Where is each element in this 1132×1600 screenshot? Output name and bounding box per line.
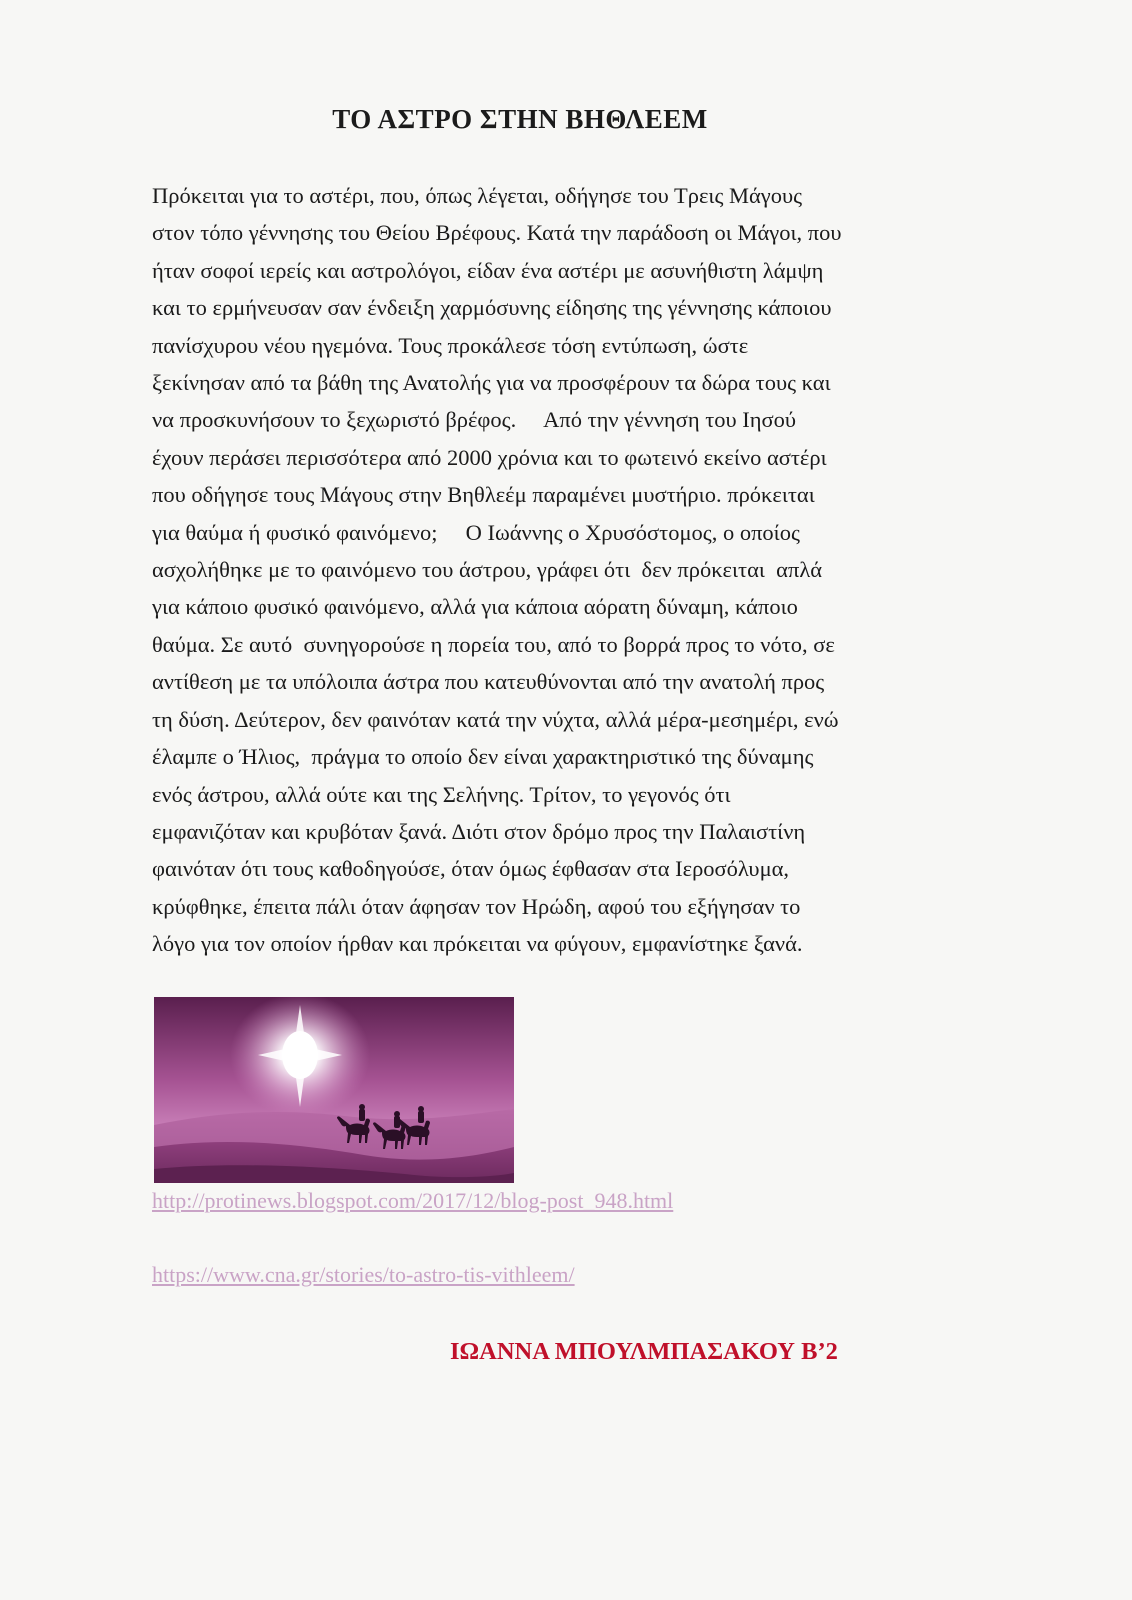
paragraph-line: θαύμα. Σε αυτό συνηγορούσε η πορεία του, από το βορρά προς το νότο, σε [152,631,835,657]
star-glow-icon [230,997,370,1117]
page-title: ΤΟ ΑΣΤΡΟ ΣΤΗΝ ΒΗΘΛΕΕΜ [332,104,708,134]
paragraph-line: τη δύση. Δεύτερον, δεν φαινόταν κατά την νύχτα, αλλά μέρα-μεσημέρι, ενώ [152,706,839,732]
paragraph-line: για κάποιο φυσικό φαινόμενο, αλλά για κάποια αόρατη δύναμη, κάποιο [152,594,798,620]
paragraph-line: Πρόκειται για το αστέρι, που, όπως λέγεται, οδήγησε του Τρεις Μάγους [152,183,803,208]
paragraph-line: έχουν περάσει περισσότερα από 2000 χρόνια και το φωτεινό εκείνο αστέρι [152,444,827,470]
paragraph-line: ασχολήθηκε με το φαινόμενο του άστρου, γράφει ότι δεν πρόκειται απλά [152,557,823,583]
paragraph-line: έλαμπε ο Ήλιος, πράγμα το οποίο δεν είναι χαρακτηριστικό της δύναμης [152,744,814,770]
paragraph-line: ήταν σοφοί ιερείς και αστρολόγοι, είδαν ένα αστέρι με ασυνήθιστη λάμψη [152,257,824,283]
star-of-bethlehem-with-camel-caravan-illustration [154,997,514,1183]
source-link-cna[interactable]: https://www.cna.gr/stories/to-astro-tis-vithleem/ [152,1262,575,1287]
paragraph-line: εμφανιζόταν και κρυβόταν ξανά. Διότι στον δρόμο προς την Παλαιστίνη [152,818,806,844]
paragraph-line: φαινόταν ότι τους καθοδηγούσε, όταν όμως έφθασαν στα Ιεροσόλυμα, [152,856,790,882]
paragraph-line: κρύφθηκε, έπειτα πάλι όταν άφησαν τον Ηρώδη, αφού του εξήγησαν το [152,893,801,919]
source-link-protinews[interactable]: http://protinews.blogspot.com/2017/12/blog-post_948.html [152,1188,674,1213]
paragraph-line: ενός άστρου, αλλά ούτε και της Σελήνης. Τρίτον, το γεγονός ότι [152,781,731,807]
paragraph-line: αντίθεση με τα υπόλοιπα άστρα που κατευθύνονται από την ανατολή προς [152,669,825,695]
paragraph-line: λόγο για τον οποίον ήρθαν και πρόκειται να φύγουν, εμφανίστηκε ξανά. [152,931,803,957]
paragraph-line: για θαύμα ή φυσικό φαινόμενο; Ο Ιωάννης ο Χρυσόστομος, ο οποίος [152,519,800,545]
paragraph-line: πανίσχυρου νέου ηγεμόνα. Τους προκάλεσε τόση εντύπωση, ώστε [152,332,749,358]
paragraph-line: να προσκυνήσουν το ξεχωριστό βρέφος. Από την γέννηση του Ιησού [152,407,797,433]
paragraph-line: στον τόπο γέννησης του Θείου Βρέφους. Κατά την παράδοση οι Μάγοι, που [152,220,842,246]
paragraph-line: που οδήγησε τους Μάγους στην Βηθλεέμ παραμένει μυστήριο. πρόκειται [152,482,815,508]
author-signature: ΙΩΑΝΝΑ ΜΠΟΥΛΜΠΑΣΑΚΟΥ Β’2 [450,1338,838,1365]
article-paragraph [152,177,972,963]
paragraph-line: και το ερμήνευσαν σαν ένδειξη χαρμόσυνης είδησης της γέννησης κάποιου [152,295,832,321]
paragraph-line: ξεκίνησαν από τα βάθη της Ανατολής για να προσφέρουν τα δώρα τους και [152,370,831,396]
